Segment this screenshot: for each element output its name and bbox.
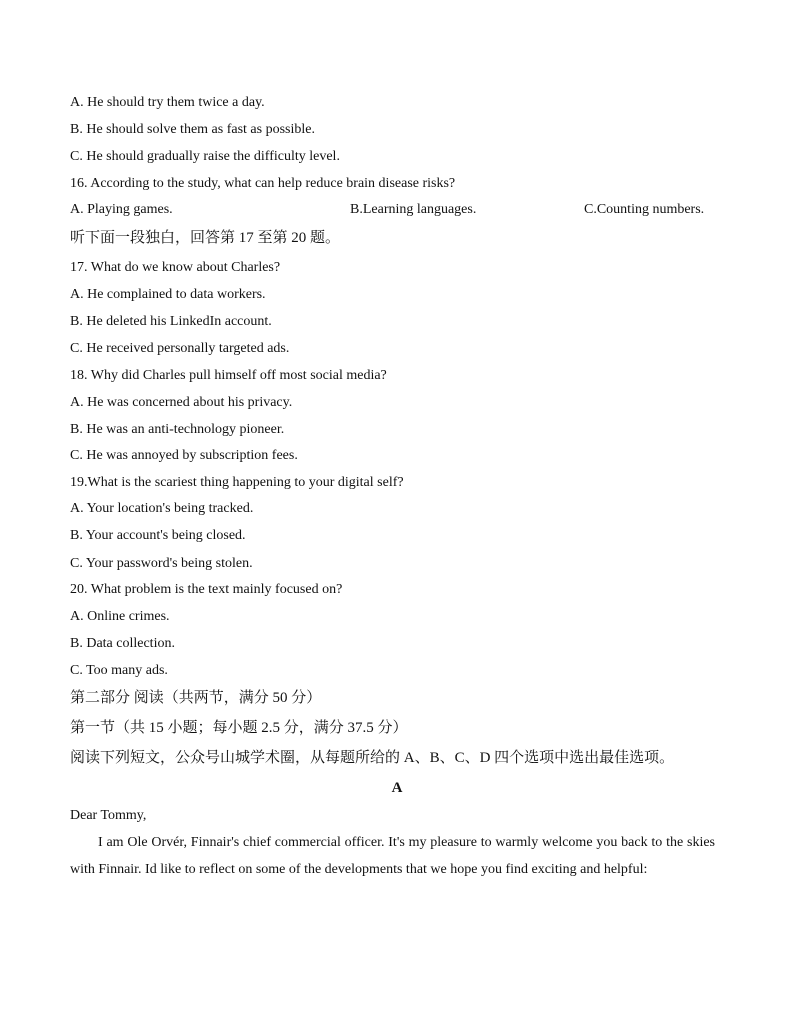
q19-option-a: A. Your location's being tracked. <box>70 501 254 516</box>
q19-option-c: C. Your password's being stolen. <box>70 556 253 571</box>
q20-option-c: C. Too many ads. <box>70 663 168 678</box>
section1-title: 第一节（共 15 小题；每小题 2.5 分，满分 37.5 分） <box>70 720 408 736</box>
q20-option-a: A. Online crimes. <box>70 609 170 624</box>
q17-option-c: C. He received personally targeted ads. <box>70 341 290 356</box>
question-16: 16. According to the study, what can help reduce brain disease risks? <box>70 176 456 191</box>
q17-option-a: A. He complained to data workers. <box>70 287 266 302</box>
q19-option-b: B. Your account's being closed. <box>70 528 246 543</box>
letter-paragraph <box>70 829 715 883</box>
reading-instruction: 阅读下列短文，公众号山城学术圈，从每题所给的 A、B、C、D 四个选项中选出最佳选项。 <box>70 750 675 766</box>
q17-option-b: B. He deleted his LinkedIn account. <box>70 314 272 329</box>
line-b-solve: B. He should solve them as fast as possible. <box>70 122 315 137</box>
salutation: Dear Tommy, <box>70 808 147 823</box>
question-19: 19.What is the scariest thing happening to your digital self? <box>70 475 404 490</box>
question-20: 20. What problem is the text mainly focused on? <box>70 582 343 597</box>
q16-option-b: B.Learning languages. <box>350 202 477 217</box>
line-c-gradually: C. He should gradually raise the difficulty level. <box>70 149 340 164</box>
part2-title: 第二部分 阅读（共两节，满分 50 分） <box>70 690 322 706</box>
q16-option-c: C.Counting numbers. <box>584 202 705 217</box>
q18-option-b: B. He was an anti-technology pioneer. <box>70 422 285 437</box>
question-18: 18. Why did Charles pull himself off most social media? <box>70 368 387 383</box>
line-a-try: A. He should try them twice a day. <box>70 95 265 110</box>
q18-option-a: A. He was concerned about his privacy. <box>70 395 293 410</box>
passage-label: A <box>391 780 403 796</box>
q20-option-b: B. Data collection. <box>70 636 175 651</box>
listening-instruction: 听下面一段独白，回答第 17 至第 20 题。 <box>70 230 341 246</box>
q18-option-c: C. He was annoyed by subscription fees. <box>70 448 298 463</box>
question-17: 17. What do we know about Charles? <box>70 260 281 275</box>
q16-option-a: A. Playing games. <box>70 202 173 217</box>
paragraph-text: I am Ole Orvér, Finnair's chief commercial officer. It's my pleasure to warmly welcome you back to the skies with Finnair. Id like to reflect on some of the developments that we hope you find exciting and helpful: <box>70 835 715 877</box>
